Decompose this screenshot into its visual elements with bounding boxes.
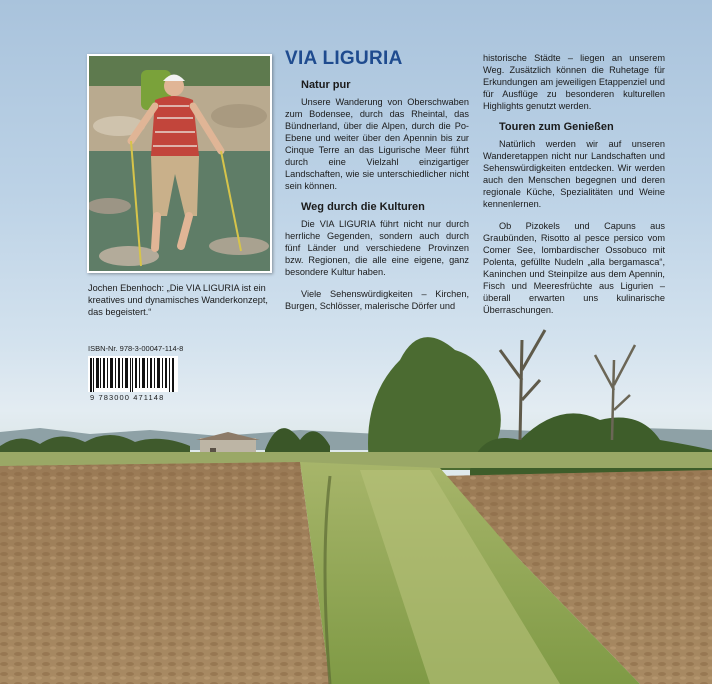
section-paragraph: Natürlich werden wir auf unseren Wanderetappen nicht nur Landschaften und Sehenswürdigkeiten entdecken. Wir werden auch den Menschen begegnen und deren regionale Küche, Spezialitäten und Weine kennenlernen. bbox=[483, 139, 665, 209]
photo-caption: Jochen Ebenhoch: „Die VIA LIGURIA ist ein kreatives und dynamisches Wanderkonzept, das begeistert.“ bbox=[88, 283, 268, 317]
section-paragraph: Ob Pizokels und Capuns aus Graubünden, Risotto al pesce persico vom Comer See, lombardischer Ossobuco mit Polenta, gefüllte Nudeln „alla bergamasca“, Kaninchen und Steinpilze aus dem Apennin, Fisch und Meeresfrüchte aus Ligurien – überall erwarten uns kulinarische Überraschungen. bbox=[483, 221, 665, 315]
continued-paragraph: historische Städte – liegen an unserem Weg. Zusätzlich können die Ruhetage für Erkundungen am jeweiligen Etappenziel und für Ausflüge zu besonderen kulturellen Highlights genutzt werden. bbox=[483, 53, 665, 111]
hiker-in-river-illustration bbox=[89, 56, 270, 271]
book-title: VIA LIGURIA bbox=[285, 48, 403, 69]
section-heading-natur-pur: Natur pur bbox=[301, 79, 351, 91]
text-column-right bbox=[483, 52, 665, 316]
section-paragraph: Viele Sehenswürdigkeiten – Kirchen, Burgen, Schlösser, malerische Dörfer und bbox=[285, 289, 469, 311]
section-paragraph: Unsere Wanderung von Oberschwaben zum Bodensee, durch das Rheintal, das Bündnerland, über die Alpen, durch die Po-Ebene und weiter über den Apennin bis zur Cinque Terre an das Ligurische Meer führt durch eine Vielzahl einzigartiger Landschaften, wie sie unterschiedlicher nicht sein können. bbox=[285, 97, 469, 191]
section-paragraph: Die VIA LIGURIA führt nicht nur durch herrliche Gegenden, sondern auch durch fünf Länder und verschiedene Provinzen bzw. Regionen, die alle eine eigene, ganz besondere Kultur haben. bbox=[285, 219, 469, 277]
isbn-label: ISBN-Nr. 978-3-00047-114-8 bbox=[88, 344, 184, 353]
hiker-photo bbox=[87, 54, 272, 273]
section-heading-kulturen: Weg durch die Kulturen bbox=[301, 201, 425, 213]
barcode-digits: 9 783000 471148 bbox=[90, 393, 165, 402]
text-column-left bbox=[285, 48, 469, 312]
section-heading-geniessen: Touren zum Genießen bbox=[499, 121, 614, 133]
